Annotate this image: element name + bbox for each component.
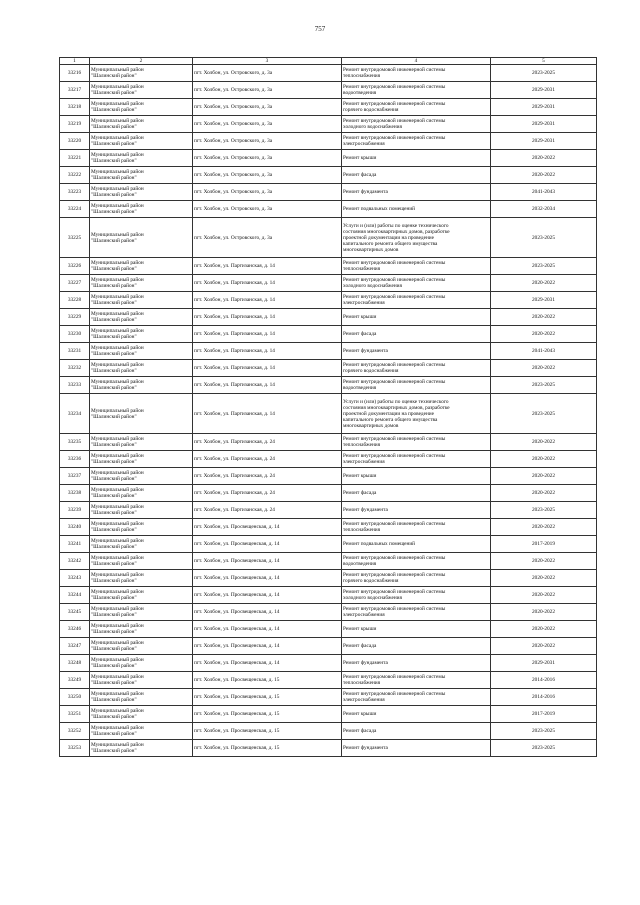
row-number-cell: 33247: [60, 638, 90, 655]
period-cell: 2023-2025: [491, 65, 597, 82]
row-number-cell: 33229: [60, 309, 90, 326]
district-cell: Муниципальный район "Шалинский район": [90, 536, 193, 553]
row-number-cell: 33236: [60, 451, 90, 468]
address-cell: пгт. Холбон, ул. Партизанская, д. 14: [193, 377, 342, 394]
address-cell: пгт. Холбон, ул. Просвещенская, д. 14: [193, 519, 342, 536]
work-type-cell: Ремонт фундамента: [342, 343, 491, 360]
address-cell: пгт. Холбон, ул. Островского, д. 3а: [193, 133, 342, 150]
column-header: 4: [342, 58, 491, 65]
district-cell: Муниципальный район "Шалинский район": [90, 672, 193, 689]
address-cell: пгт. Холбон, ул. Островского, д. 3а: [193, 116, 342, 133]
period-cell: 2041-2043: [491, 184, 597, 201]
table-row: [60, 468, 597, 485]
district-cell: Муниципальный район "Шалинский район": [90, 502, 193, 519]
period-cell: 2029-2031: [491, 133, 597, 150]
row-number-cell: 33242: [60, 553, 90, 570]
work-type-cell: Ремонт внутридомовой инженерной системы теплоснабжения: [342, 672, 491, 689]
column-header: 5: [491, 58, 597, 65]
column-header: 2: [90, 58, 193, 65]
table-row: [60, 723, 597, 740]
table-row: [60, 655, 597, 672]
table-row: [60, 292, 597, 309]
row-number-cell: 33222: [60, 167, 90, 184]
address-cell: пгт. Холбон, ул. Островского, д. 3а: [193, 201, 342, 218]
district-cell: Муниципальный район "Шалинский район": [90, 394, 193, 434]
address-cell: пгт. Холбон, ул. Островского, д. 3а: [193, 218, 342, 258]
work-type-cell: Ремонт фасада: [342, 326, 491, 343]
work-type-cell: Ремонт подвальных помещений: [342, 536, 491, 553]
table-row: [60, 394, 597, 434]
period-cell: 2020-2022: [491, 451, 597, 468]
column-header: 1: [60, 58, 90, 65]
address-cell: пгт. Холбон, ул. Просвещенская, д. 15: [193, 672, 342, 689]
period-cell: 2023-2025: [491, 502, 597, 519]
work-type-cell: Ремонт внутридомовой инженерной системы теплоснабжения: [342, 258, 491, 275]
work-type-cell: Ремонт внутридомовой инженерной системы водоотведения: [342, 553, 491, 570]
district-cell: Муниципальный район "Шалинский район": [90, 326, 193, 343]
work-type-cell: Ремонт крыши: [342, 309, 491, 326]
row-number-cell: 33243: [60, 570, 90, 587]
district-cell: Муниципальный район "Шалинский район": [90, 485, 193, 502]
work-type-cell: Ремонт фасада: [342, 485, 491, 502]
period-cell: 2020-2022: [491, 485, 597, 502]
table-row: [60, 326, 597, 343]
table-row: [60, 201, 597, 218]
district-cell: Муниципальный район "Шалинский район": [90, 275, 193, 292]
address-cell: пгт. Холбон, ул. Партизанская, д. 14: [193, 326, 342, 343]
address-cell: пгт. Холбон, ул. Просвещенская, д. 14: [193, 621, 342, 638]
work-type-cell: Ремонт подвальных помещений: [342, 201, 491, 218]
work-type-cell: Ремонт внутридомовой инженерной системы электроснабжения: [342, 604, 491, 621]
row-number-cell: 33249: [60, 672, 90, 689]
work-type-cell: Ремонт внутридомовой инженерной системы электроснабжения: [342, 292, 491, 309]
work-type-cell: Ремонт внутридомовой инженерной системы теплоснабжения: [342, 434, 491, 451]
table-row: [60, 150, 597, 167]
row-number-cell: 33225: [60, 218, 90, 258]
row-number-cell: 33223: [60, 184, 90, 201]
row-number-cell: 33238: [60, 485, 90, 502]
work-type-cell: Услуги и (или) работы по оценке технического состояния многоквартирных домов, разработке проектной документации на проведение капитального ремонта общего имущества многоквартирных домов: [342, 218, 491, 258]
work-type-cell: Ремонт фасада: [342, 167, 491, 184]
address-cell: пгт. Холбон, ул. Островского, д. 3а: [193, 167, 342, 184]
work-type-cell: Ремонт внутридомовой инженерной системы электроснабжения: [342, 451, 491, 468]
row-number-cell: 33224: [60, 201, 90, 218]
row-number-cell: 33251: [60, 706, 90, 723]
page-number: 757: [314, 25, 326, 33]
table-row: [60, 587, 597, 604]
table-row: [60, 275, 597, 292]
district-cell: Муниципальный район "Шалинский район": [90, 133, 193, 150]
work-type-cell: Услуги и (или) работы по оценке технического состояния многоквартирных домов, разработке проектной документации на проведение капитального ремонта общего имущества многоквартирных домов: [342, 394, 491, 434]
work-type-cell: Ремонт крыши: [342, 621, 491, 638]
period-cell: 2029-2031: [491, 99, 597, 116]
table-row: [60, 451, 597, 468]
row-number-cell: 33219: [60, 116, 90, 133]
table-row: [60, 116, 597, 133]
district-cell: Муниципальный район "Шалинский район": [90, 587, 193, 604]
row-number-cell: 33217: [60, 82, 90, 99]
row-number-cell: 33245: [60, 604, 90, 621]
period-cell: 2017-2019: [491, 706, 597, 723]
table-header-row: [60, 58, 597, 65]
row-number-cell: 33239: [60, 502, 90, 519]
work-type-cell: Ремонт внутридомовой инженерной системы теплоснабжения: [342, 519, 491, 536]
address-cell: пгт. Холбон, ул. Просвещенская, д. 15: [193, 740, 342, 757]
address-cell: пгт. Холбон, ул. Просвещенская, д. 14: [193, 587, 342, 604]
table-row: [60, 672, 597, 689]
address-cell: пгт. Холбон, ул. Просвещенская, д. 14: [193, 553, 342, 570]
address-cell: пгт. Холбон, ул. Островского, д. 3а: [193, 184, 342, 201]
period-cell: 2020-2022: [491, 587, 597, 604]
period-cell: 2020-2022: [491, 150, 597, 167]
row-number-cell: 33230: [60, 326, 90, 343]
address-cell: пгт. Холбон, ул. Просвещенская, д. 15: [193, 723, 342, 740]
table-row: [60, 502, 597, 519]
row-number-cell: 33252: [60, 723, 90, 740]
work-type-cell: Ремонт внутридомовой инженерной системы холодного водоснабжения: [342, 587, 491, 604]
table-row: [60, 99, 597, 116]
district-cell: Муниципальный район "Шалинский район": [90, 377, 193, 394]
table-row: [60, 82, 597, 99]
period-cell: 2020-2022: [491, 621, 597, 638]
period-cell: 2020-2022: [491, 434, 597, 451]
work-type-cell: Ремонт внутридомовой инженерной системы горячего водоснабжения: [342, 570, 491, 587]
address-cell: пгт. Холбон, ул. Партизанская, д. 24: [193, 434, 342, 451]
district-cell: Муниципальный район "Шалинский район": [90, 292, 193, 309]
period-cell: 2020-2022: [491, 468, 597, 485]
address-cell: пгт. Холбон, ул. Просвещенская, д. 14: [193, 570, 342, 587]
district-cell: Муниципальный район "Шалинский район": [90, 150, 193, 167]
table-row: [60, 553, 597, 570]
table-row: [60, 360, 597, 377]
district-cell: Муниципальный район "Шалинский район": [90, 689, 193, 706]
district-cell: Муниципальный район "Шалинский район": [90, 65, 193, 82]
row-number-cell: 33253: [60, 740, 90, 757]
district-cell: Муниципальный район "Шалинский район": [90, 604, 193, 621]
address-cell: пгт. Холбон, ул. Партизанская, д. 14: [193, 275, 342, 292]
table-row: [60, 638, 597, 655]
work-type-cell: Ремонт крыши: [342, 468, 491, 485]
work-type-cell: Ремонт внутридомовой инженерной системы водоотведения: [342, 377, 491, 394]
row-number-cell: 33227: [60, 275, 90, 292]
row-number-cell: 33221: [60, 150, 90, 167]
district-cell: Муниципальный район "Шалинский район": [90, 360, 193, 377]
period-cell: 2041-2043: [491, 343, 597, 360]
row-number-cell: 33232: [60, 360, 90, 377]
row-number-cell: 33234: [60, 394, 90, 434]
district-cell: Муниципальный район "Шалинский район": [90, 655, 193, 672]
table-row: [60, 570, 597, 587]
table-row: [60, 689, 597, 706]
address-cell: пгт. Холбон, ул. Партизанская, д. 24: [193, 502, 342, 519]
period-cell: 2023-2025: [491, 394, 597, 434]
district-cell: Муниципальный район "Шалинский район": [90, 638, 193, 655]
period-cell: 2014-2016: [491, 689, 597, 706]
column-header: 3: [193, 58, 342, 65]
period-cell: 2023-2025: [491, 218, 597, 258]
district-cell: Муниципальный район "Шалинский район": [90, 309, 193, 326]
period-cell: 2020-2022: [491, 638, 597, 655]
row-number-cell: 33240: [60, 519, 90, 536]
address-cell: пгт. Холбон, ул. Просвещенская, д. 14: [193, 655, 342, 672]
row-number-cell: 33241: [60, 536, 90, 553]
district-cell: Муниципальный район "Шалинский район": [90, 553, 193, 570]
address-cell: пгт. Холбон, ул. Партизанская, д. 24: [193, 485, 342, 502]
work-type-cell: Ремонт внутридомовой инженерной системы теплоснабжения: [342, 65, 491, 82]
district-cell: Муниципальный район "Шалинский район": [90, 201, 193, 218]
work-type-cell: Ремонт внутридомовой инженерной системы водоотведения: [342, 82, 491, 99]
period-cell: 2014-2016: [491, 672, 597, 689]
row-number-cell: 33246: [60, 621, 90, 638]
table-row: [60, 184, 597, 201]
row-number-cell: 33231: [60, 343, 90, 360]
address-cell: пгт. Холбон, ул. Партизанская, д. 14: [193, 394, 342, 434]
period-cell: 2020-2022: [491, 275, 597, 292]
table-row: [60, 343, 597, 360]
period-cell: 2029-2031: [491, 82, 597, 99]
address-cell: пгт. Холбон, ул. Островского, д. 3а: [193, 99, 342, 116]
address-cell: пгт. Холбон, ул. Партизанская, д. 14: [193, 258, 342, 275]
work-type-cell: Ремонт фундамента: [342, 502, 491, 519]
district-cell: Муниципальный район "Шалинский район": [90, 167, 193, 184]
address-cell: пгт. Холбон, ул. Партизанская, д. 14: [193, 292, 342, 309]
district-cell: Муниципальный район "Шалинский район": [90, 621, 193, 638]
work-type-cell: Ремонт внутридомовой инженерной системы холодного водоснабжения: [342, 116, 491, 133]
period-cell: 2020-2022: [491, 326, 597, 343]
table-row: [60, 485, 597, 502]
work-type-cell: Ремонт внутридомовой инженерной системы электроснабжения: [342, 133, 491, 150]
work-type-cell: Ремонт внутридомовой инженерной системы холодного водоснабжения: [342, 275, 491, 292]
table-row: [60, 536, 597, 553]
row-number-cell: 33220: [60, 133, 90, 150]
district-cell: Муниципальный район "Шалинский район": [90, 740, 193, 757]
table-row: [60, 133, 597, 150]
address-cell: пгт. Холбон, ул. Партизанская, д. 24: [193, 468, 342, 485]
row-number-cell: 33218: [60, 99, 90, 116]
district-cell: Муниципальный район "Шалинский район": [90, 258, 193, 275]
period-cell: 2029-2031: [491, 292, 597, 309]
district-cell: Муниципальный район "Шалинский район": [90, 218, 193, 258]
table-row: [60, 377, 597, 394]
table-row: [60, 519, 597, 536]
period-cell: 2023-2025: [491, 377, 597, 394]
address-cell: пгт. Холбон, ул. Просвещенская, д. 14: [193, 604, 342, 621]
address-cell: пгт. Холбон, ул. Партизанская, д. 14: [193, 309, 342, 326]
address-cell: пгт. Холбон, ул. Партизанская, д. 14: [193, 360, 342, 377]
work-type-cell: Ремонт фундамента: [342, 184, 491, 201]
period-cell: 2020-2022: [491, 604, 597, 621]
row-number-cell: 33244: [60, 587, 90, 604]
address-cell: пгт. Холбон, ул. Островского, д. 3а: [193, 150, 342, 167]
work-type-cell: Ремонт внутридомовой инженерной системы электроснабжения: [342, 689, 491, 706]
district-cell: Муниципальный район "Шалинский район": [90, 570, 193, 587]
period-cell: 2020-2022: [491, 519, 597, 536]
district-cell: Муниципальный район "Шалинский район": [90, 434, 193, 451]
table-row: [60, 434, 597, 451]
address-cell: пгт. Холбон, ул. Партизанская, д. 24: [193, 451, 342, 468]
address-cell: пгт. Холбон, ул. Просвещенская, д. 15: [193, 689, 342, 706]
row-number-cell: 33226: [60, 258, 90, 275]
row-number-cell: 33235: [60, 434, 90, 451]
district-cell: Муниципальный район "Шалинский район": [90, 723, 193, 740]
address-cell: пгт. Холбон, ул. Просвещенская, д. 14: [193, 536, 342, 553]
district-cell: Муниципальный район "Шалинский район": [90, 519, 193, 536]
period-cell: 2020-2022: [491, 553, 597, 570]
period-cell: 2023-2025: [491, 740, 597, 757]
row-number-cell: 33248: [60, 655, 90, 672]
period-cell: 2023-2025: [491, 723, 597, 740]
table-row: [60, 740, 597, 757]
row-number-cell: 33216: [60, 65, 90, 82]
work-type-cell: Ремонт фундамента: [342, 740, 491, 757]
work-type-cell: Ремонт внутридомовой инженерной системы горячего водоснабжения: [342, 360, 491, 377]
row-number-cell: 33250: [60, 689, 90, 706]
table-row: [60, 65, 597, 82]
district-cell: Муниципальный район "Шалинский район": [90, 451, 193, 468]
table-row: [60, 218, 597, 258]
period-cell: 2023-2025: [491, 258, 597, 275]
district-cell: Муниципальный район "Шалинский район": [90, 82, 193, 99]
table-row: [60, 706, 597, 723]
table-row: [60, 621, 597, 638]
district-cell: Муниципальный район "Шалинский район": [90, 343, 193, 360]
address-cell: пгт. Холбон, ул. Островского, д. 3а: [193, 82, 342, 99]
period-cell: 2020-2022: [491, 167, 597, 184]
period-cell: 2020-2022: [491, 360, 597, 377]
table-row: [60, 258, 597, 275]
district-cell: Муниципальный район "Шалинский район": [90, 706, 193, 723]
row-number-cell: 33233: [60, 377, 90, 394]
work-type-cell: Ремонт крыши: [342, 150, 491, 167]
period-cell: 2020-2022: [491, 309, 597, 326]
work-type-cell: Ремонт фасада: [342, 638, 491, 655]
row-number-cell: 33237: [60, 468, 90, 485]
address-cell: пгт. Холбон, ул. Островского, д. 3а: [193, 65, 342, 82]
period-cell: 2032-2034: [491, 201, 597, 218]
period-cell: 2029-2031: [491, 655, 597, 672]
period-cell: 2017-2019: [491, 536, 597, 553]
work-type-cell: Ремонт фасада: [342, 723, 491, 740]
table-row: [60, 167, 597, 184]
period-cell: 2020-2022: [491, 570, 597, 587]
work-type-cell: Ремонт фундамента: [342, 655, 491, 672]
district-cell: Муниципальный район "Шалинский район": [90, 184, 193, 201]
district-cell: Муниципальный район "Шалинский район": [90, 99, 193, 116]
work-type-cell: Ремонт внутридомовой инженерной системы горячего водоснабжения: [342, 99, 491, 116]
table-row: [60, 604, 597, 621]
address-cell: пгт. Холбон, ул. Просвещенская, д. 14: [193, 638, 342, 655]
address-cell: пгт. Холбон, ул. Просвещенская, д. 15: [193, 706, 342, 723]
district-cell: Муниципальный район "Шалинский район": [90, 116, 193, 133]
work-type-cell: Ремонт крыши: [342, 706, 491, 723]
district-cell: Муниципальный район "Шалинский район": [90, 468, 193, 485]
table-row: [60, 309, 597, 326]
repair-schedule-table: [59, 57, 597, 757]
address-cell: пгт. Холбон, ул. Партизанская, д. 14: [193, 343, 342, 360]
period-cell: 2029-2031: [491, 116, 597, 133]
row-number-cell: 33228: [60, 292, 90, 309]
